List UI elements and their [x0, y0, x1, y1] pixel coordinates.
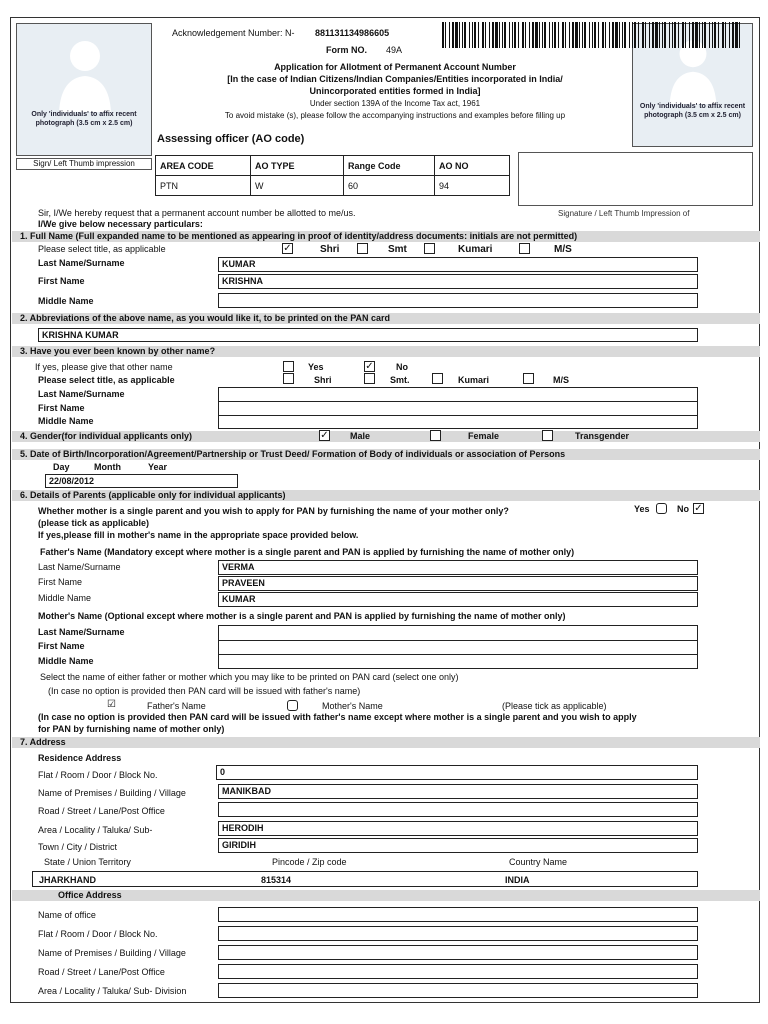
- sec3-middle-label: Middle Name: [38, 416, 94, 426]
- title-line2: [In the case of Indian Citizens/Indian Companies/Entities incorporated in India/: [227, 74, 563, 84]
- ao-value-range[interactable]: 60: [344, 176, 435, 196]
- title-shri-label: Shri: [320, 244, 340, 255]
- office-road-label: Road / Street / Lane/Post Office: [38, 967, 165, 977]
- pincode-value: 815314: [261, 875, 292, 885]
- sec1-middle-field[interactable]: [218, 293, 698, 308]
- gender-female-label: Female: [468, 431, 500, 441]
- row-divider: [219, 401, 697, 402]
- single-parent-no-checkbox[interactable]: [693, 503, 704, 514]
- father-first-label: First Name: [38, 577, 83, 587]
- state-label: State / Union Territory: [44, 857, 131, 867]
- road-label: Road / Street / Lane/Post Office: [38, 806, 165, 816]
- single-parent-no-label: No: [677, 504, 689, 514]
- sec3-select-title: Please select title, as applicable: [38, 375, 175, 385]
- dob-day-label: Day: [53, 462, 70, 472]
- sec3-kumari-label: Kumari: [458, 375, 490, 385]
- ao-header-no: AO NO: [435, 156, 510, 176]
- sec1-first-label: First Name: [38, 276, 85, 286]
- office-heading: [12, 890, 760, 901]
- photo-caption: Only 'individuals' to affix recent photograph (3.5 cm x 2.5 cm): [31, 111, 137, 127]
- ao-title: Assessing officer (AO code): [157, 133, 305, 145]
- other-name-no-label: No: [396, 362, 408, 372]
- father-heading: Father's Name (Mandatory except where mother is a single parent and PAN is applied by furnishing the name of mother only): [40, 547, 575, 557]
- bold-note-line1: (In case no option is provided then PAN card will be issued with father's name except where mother is a single parent and you wish to apply: [38, 712, 637, 722]
- gender-female-checkbox[interactable]: [430, 430, 441, 441]
- photo-caption: Only 'individuals' to affix recent photograph (3.5 cm x 2.5 cm): [639, 103, 746, 119]
- premises-field[interactable]: MANIKBAD: [218, 784, 698, 799]
- sec3-ms-label: M/S: [553, 375, 570, 385]
- office-premises-label: Name of Premises / Building / Village: [38, 948, 186, 958]
- sec3-ms-checkbox[interactable]: [523, 373, 534, 384]
- dob-month-label: Month: [94, 462, 121, 472]
- sec1-last-label: Last Name/Surname: [38, 258, 125, 268]
- print-mother-label: Mother's Name: [322, 701, 383, 711]
- office-heading-text: Office Address: [58, 890, 122, 900]
- mother-heading: Mother's Name (Optional except where mother is a single parent and PAN is applied by furnishing the name of mother only): [38, 611, 566, 621]
- state-value: JHARKHAND: [39, 875, 97, 885]
- residence-heading: Residence Address: [38, 753, 122, 763]
- title-ms-checkbox[interactable]: [519, 243, 530, 254]
- sec3-last-label: Last Name/Surname: [38, 389, 125, 399]
- ao-header-range: Range Code: [344, 156, 435, 176]
- intro-line1: Sir, I/We hereby request that a permanent account number be allotted to me/us.: [38, 208, 356, 218]
- ao-code-table: [155, 155, 510, 196]
- other-name-yes-checkbox[interactable]: [283, 361, 294, 372]
- office-flat-label: Flat / Room / Door / Block No.: [38, 929, 158, 939]
- check-icon: ✓: [320, 430, 329, 441]
- sec6-if-yes: If yes,please fill in mother's name in the appropriate space provided below.: [38, 530, 359, 540]
- default-name-note: (In case no option is provided then PAN card will be issued with father's name): [48, 686, 361, 696]
- state-pincode-country-row[interactable]: [32, 871, 698, 887]
- print-father-checkbox[interactable]: [106, 700, 117, 711]
- bold-note-line2: for PAN by furnishing name of mother only): [38, 724, 225, 734]
- sec3-name-fields[interactable]: [218, 387, 698, 429]
- father-last-field[interactable]: VERMA: [218, 560, 698, 575]
- town-label: Town / City / District: [38, 842, 118, 852]
- select-name-note: Select the name of either father or mother which you may like to be printed on PAN card (select one only): [40, 672, 459, 682]
- ao-value-type[interactable]: W: [251, 176, 344, 196]
- ao-value-no[interactable]: 94: [435, 176, 510, 196]
- office-area-field[interactable]: [218, 983, 698, 998]
- section-3-title: 3. Have you ever been known by other name?: [12, 346, 760, 357]
- print-father-label: Father's Name: [147, 701, 206, 711]
- sec3-smt-label: Smt.: [390, 375, 410, 385]
- ao-header-type: AO TYPE: [251, 156, 344, 176]
- section-7-title: 7. Address: [12, 737, 760, 748]
- title-ms-label: M/S: [554, 244, 572, 255]
- title-kumari-label: Kumari: [458, 244, 493, 255]
- office-name-field[interactable]: [218, 907, 698, 922]
- gender-transgender-label: Transgender: [575, 431, 630, 441]
- row-divider: [219, 415, 697, 416]
- area-label: Area / Locality / Taluka/ Sub-: [38, 825, 153, 835]
- title-smt-checkbox[interactable]: [357, 243, 368, 254]
- check-icon: ✓: [694, 503, 703, 514]
- dob-field[interactable]: 22/08/2012: [45, 474, 238, 488]
- other-name-yes-label: Yes: [308, 362, 324, 372]
- country-value: INDIA: [505, 875, 530, 885]
- left-photo-box: [16, 23, 152, 156]
- country-label: Country Name: [509, 857, 568, 867]
- title-smt-label: Smt: [388, 244, 407, 255]
- sec3-if-yes: If yes, please give that other name: [35, 362, 173, 372]
- check-icon: ☑: [107, 699, 116, 710]
- check-icon: ✓: [365, 361, 374, 372]
- road-field[interactable]: [218, 802, 698, 817]
- dob-year-label: Year: [148, 462, 168, 472]
- pincode-label: Pincode / Zip code: [272, 857, 347, 867]
- row-divider: [219, 640, 697, 641]
- title-line1: Application for Allotment of Permanent Account Number: [274, 62, 516, 72]
- other-name-no-checkbox[interactable]: [364, 361, 375, 372]
- section-4-title: 4. Gender(for individual applicants only): [12, 431, 760, 442]
- section-6-title: 6. Details of Parents (applicable only for individual applicants): [12, 490, 760, 501]
- sec3-shri-label: Shri: [314, 375, 332, 385]
- section-line: Under section 139A of the Income Tax act, 1961: [309, 99, 481, 108]
- sec3-smt-checkbox[interactable]: [364, 373, 375, 384]
- ao-value-area[interactable]: PTN: [156, 176, 251, 196]
- section-2-title: 2. Abbreviations of the above name, as you would like it, to be printed on the PAN card: [12, 313, 760, 324]
- gender-male-checkbox[interactable]: [319, 430, 330, 441]
- instruction-line: To avoid mistake (s), please follow the accompanying instructions and examples before filling up: [224, 111, 566, 120]
- sec1-select-title: Please select title, as applicable: [38, 244, 166, 254]
- title-kumari-checkbox[interactable]: [424, 243, 435, 254]
- father-middle-field[interactable]: KUMAR: [218, 592, 698, 607]
- mother-middle-label: Middle Name: [38, 656, 94, 666]
- sec1-middle-label: Middle Name: [38, 296, 94, 306]
- sec3-shri-checkbox[interactable]: [283, 373, 294, 384]
- mother-name-fields[interactable]: [218, 625, 698, 669]
- sec1-last-field[interactable]: KUMAR: [218, 257, 698, 272]
- print-mother-checkbox[interactable]: [287, 700, 298, 711]
- mother-last-label: Last Name/Surname: [38, 627, 125, 637]
- title-line3: Unincorporated entities formed in India]: [309, 86, 481, 96]
- title-shri-checkbox[interactable]: [282, 243, 293, 254]
- premises-label: Name of Premises / Building / Village: [38, 788, 186, 798]
- mother-first-label: First Name: [38, 641, 85, 651]
- office-name-label: Name of office: [38, 910, 96, 920]
- form-number: 49A: [386, 45, 403, 55]
- sec3-first-label: First Name: [38, 403, 85, 413]
- intro-line2: I/We give below necessary particulars:: [38, 219, 203, 229]
- father-middle-label: Middle Name: [38, 593, 92, 603]
- ack-number: 881131134986605: [315, 28, 390, 38]
- ack-label: Acknowledgement Number: N-: [172, 28, 295, 38]
- office-premises-field[interactable]: [218, 945, 698, 960]
- ao-header-area: AREA CODE: [156, 156, 251, 176]
- check-icon: ✓: [283, 243, 292, 254]
- town-field[interactable]: GIRIDIH: [218, 838, 698, 853]
- office-road-field[interactable]: [218, 964, 698, 979]
- father-first-field[interactable]: PRAVEEN: [218, 576, 698, 591]
- father-last-label: Last Name/Surname: [38, 562, 121, 572]
- area-field[interactable]: HERODIH: [218, 821, 698, 836]
- signature-box[interactable]: [518, 152, 753, 206]
- gender-transgender-checkbox[interactable]: [542, 430, 553, 441]
- form-label: Form NO.: [326, 45, 368, 55]
- gender-male-label: Male: [350, 431, 371, 441]
- sec6-question: Whether mother is a single parent and you wish to apply for PAN by furnishing the name of your mother only?: [38, 506, 509, 516]
- row-divider: [219, 654, 697, 655]
- single-parent-yes-label: Yes: [634, 504, 650, 514]
- flat-label: Flat / Room / Door / Block No.: [38, 770, 158, 780]
- section-1-title: 1. Full Name (Full expanded name to be mentioned as appearing in proof of identity/address documents: initials are not permitted): [12, 231, 760, 242]
- sign-caption: Sign/ Left Thumb impression: [16, 158, 152, 170]
- tick-applicable-note: (Please tick as applicable): [502, 701, 607, 711]
- sec2-abbrev-field[interactable]: KRISHNA KUMAR: [38, 328, 698, 342]
- barcode-icon: [442, 22, 748, 48]
- flat-field[interactable]: 0: [216, 765, 698, 780]
- sec6-tick-note: (please tick as applicable): [38, 518, 150, 528]
- office-area-label: Area / Locality / Taluka/ Sub- Division: [38, 986, 187, 996]
- office-flat-field[interactable]: [218, 926, 698, 941]
- sec3-kumari-checkbox[interactable]: [432, 373, 443, 384]
- person-silhouette-icon: [55, 34, 115, 112]
- section-5-title: 5. Date of Birth/Incorporation/Agreement/Partnership or Trust Deed/ Formation of Body of individuals or association of Persons: [12, 449, 760, 460]
- single-parent-yes-checkbox[interactable]: [656, 503, 667, 514]
- sec1-first-field[interactable]: KRISHNA: [218, 274, 698, 289]
- signature-caption: Signature / Left Thumb Impression of: [558, 209, 690, 218]
